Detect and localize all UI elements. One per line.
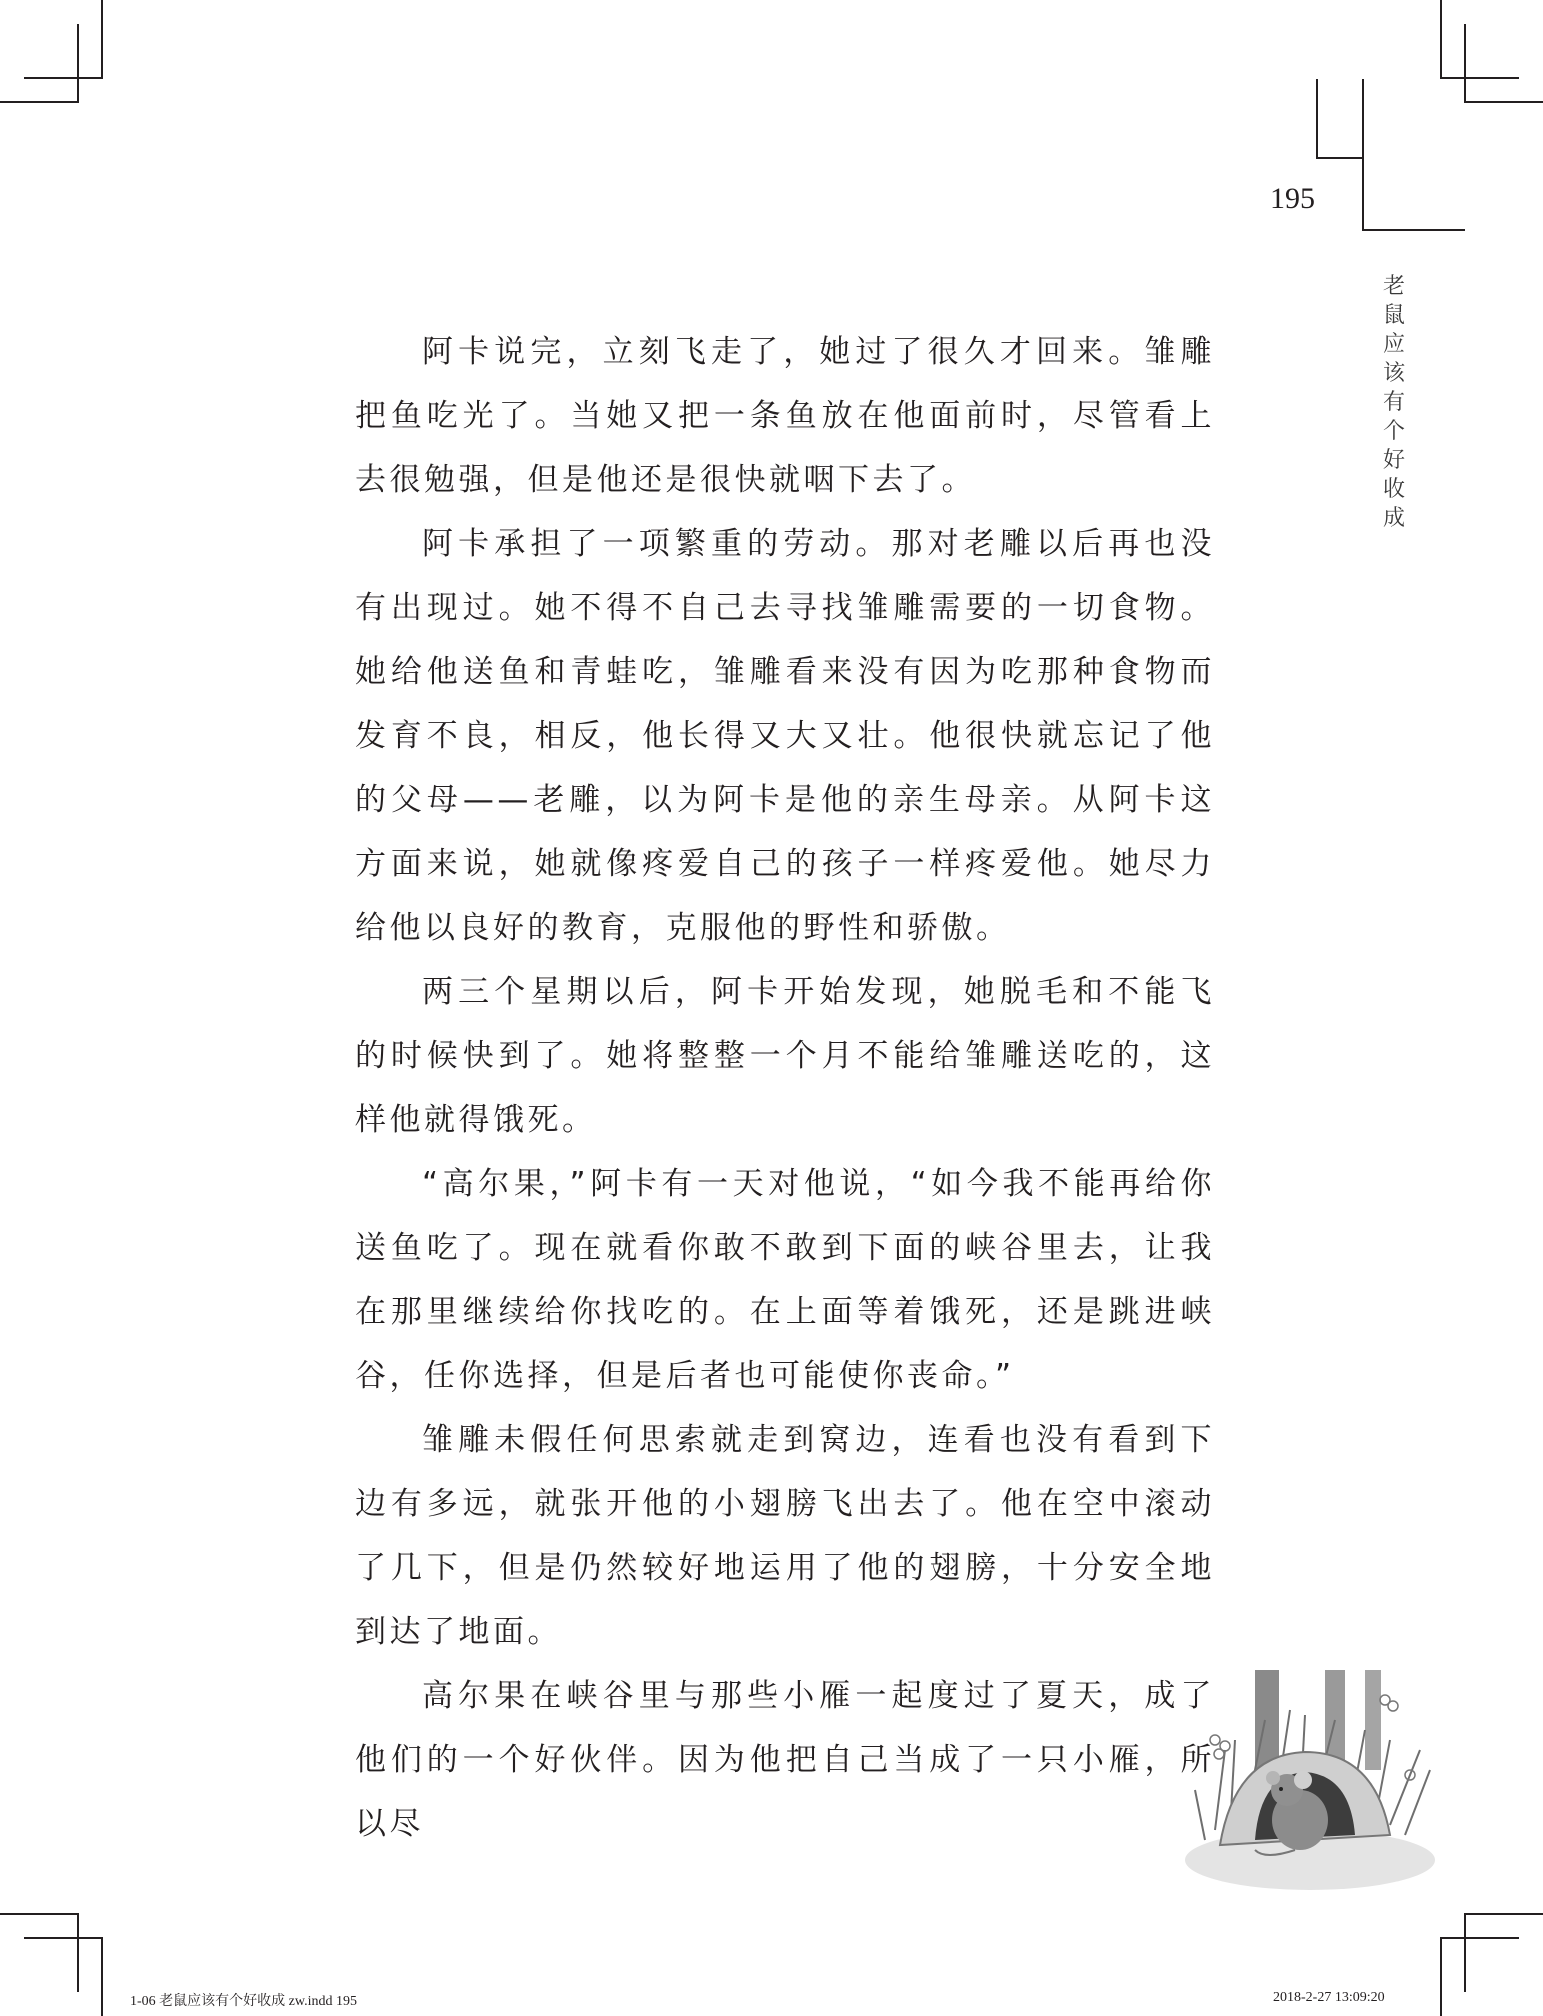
mouse-burrow-illustration <box>1175 1660 1435 1900</box>
slug-timestamp: 2018-2-27 13:09:20 <box>1273 1990 1385 2005</box>
crop-mark-top-right <box>1440 0 1442 79</box>
running-head-char: 个 <box>1382 419 1405 444</box>
running-head-char: 老 <box>1382 274 1405 299</box>
crop-mark-top-left <box>77 24 79 103</box>
running-head-char: 成 <box>1382 506 1405 531</box>
crop-mark-top-right <box>1464 101 1543 103</box>
crop-mark-bottom-right <box>1464 1913 1543 1915</box>
paragraph: 阿卡承担了一项繁重的劳动。那对老雕以后再也没有出现过。她不得不自己去寻找雏雕需要的一切食物。她给他送鱼和青蛙吃，雏雕看来没有因为吃那种食物而发育不良，相反，他长得又大又壮。他很快就忘记了他的父母——老雕，以为阿卡是他的亲生母亲。从阿卡这方面来说，她就像疼爱自己的孩子一样疼爱他。她尽力给他以良好的教育，克服他的野性和骄傲。 <box>355 526 1215 946</box>
crop-mark-top-left <box>101 0 103 79</box>
paragraph: 雏雕未假任何思索就走到窝边，连看也没有看到下边有多远，就张开他的小翅膀飞出去了。他在空中滚动了几下，但是仍然较好地运用了他的翅膀，十分安全地到达了地面。 <box>355 1422 1215 1650</box>
paragraph: 高尔果在峡谷里与那些小雁一起度过了夏天，成了他们的一个好伙伴。因为他把自己当成了一只小雁，所以尽 <box>355 1678 1215 1842</box>
running-head-char: 有 <box>1382 390 1405 415</box>
page-number: 195 <box>1270 182 1315 215</box>
header-rule <box>1316 79 1318 158</box>
paragraph: 阿卡说完，立刻飞走了，她过了很久才回来。雏雕把鱼吃光了。当她又把一条鱼放在他面前时，尽管看上去很勉强，但是他还是很快就咽下去了。 <box>355 334 1215 498</box>
body-text <box>355 320 1215 1856</box>
running-head-char: 收 <box>1382 477 1405 502</box>
header-rule <box>1362 79 1364 230</box>
header-rule <box>1316 157 1364 159</box>
crop-mark-bottom-right <box>1440 1937 1442 2016</box>
crop-mark-bottom-left <box>0 1913 79 1915</box>
crop-mark-bottom-left <box>24 1937 103 1939</box>
paragraph: “高尔果，”阿卡有一天对他说，“如今我不能再给你送鱼吃了。现在就看你敢不敢到下面的峡谷里去，让我在那里继续给你找吃的。在上面等着饿死，还是跳进峡谷，任你选择，但是后者也可能使你丧命。” <box>355 1166 1215 1394</box>
running-head-char: 应 <box>1382 332 1405 357</box>
running-head <box>1378 272 1410 533</box>
paragraph: 两三个星期以后，阿卡开始发现，她脱毛和不能飞的时候快到了。她将整整一个月不能给雏雕送吃的，这样他就得饿死。 <box>355 974 1215 1138</box>
crop-mark-bottom-left <box>101 1937 103 2016</box>
crop-mark-top-right <box>1440 77 1519 79</box>
crop-mark-bottom-right <box>1440 1937 1519 1939</box>
crop-mark-bottom-right <box>1464 1913 1466 1992</box>
crop-mark-top-right <box>1464 24 1466 103</box>
slug-file-info: 1-06 老鼠应该有个好收成 zw.indd 195 <box>130 1994 357 2009</box>
running-head-char: 鼠 <box>1382 303 1405 328</box>
header-rule <box>1362 229 1465 231</box>
running-head-char: 该 <box>1382 361 1405 386</box>
crop-mark-bottom-left <box>77 1913 79 1992</box>
crop-mark-top-left <box>24 77 103 79</box>
running-head-char: 好 <box>1382 448 1405 473</box>
crop-mark-top-left <box>0 101 79 103</box>
